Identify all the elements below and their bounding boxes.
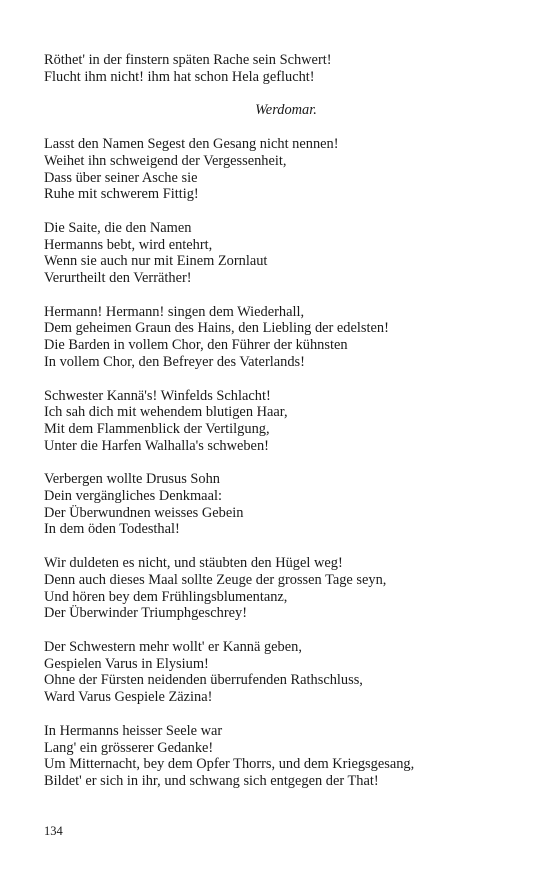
verse-line: Gespielen Varus in Elysium! [44, 655, 209, 672]
verse-line: Verbergen wollte Drusus Sohn [44, 471, 220, 488]
verse-line: Wenn sie auch nur mit Einem Zornlaut [44, 253, 268, 270]
verse-line: Wir duldeten es nicht, und stäubten den Hügel weg! [44, 555, 343, 572]
verse-line: Denn auch dieses Maal sollte Zeuge der grossen Tage seyn, [44, 571, 387, 588]
verse-line: Der Schwestern mehr wollt' er Kannä geben, [44, 638, 302, 655]
verse-line: In vollem Chor, den Befreyer des Vaterlands! [44, 353, 305, 370]
stanza-5 [44, 471, 514, 538]
stanza-7 [44, 639, 514, 706]
verse-line: Mit dem Flammenblick der Vertilgung, [44, 420, 270, 437]
verse-line: Dass über seiner Asche sie [44, 169, 198, 186]
verse-line: In dem öden Todesthal! [44, 521, 180, 538]
stanza-6 [44, 555, 514, 622]
verse-line: Hermanns bebt, wird entehrt, [44, 236, 213, 253]
page-number: 134 [44, 824, 63, 838]
verse-line: Verurtheilt den Verräther! [44, 270, 192, 287]
stanza-1 [44, 136, 514, 203]
stanza-2 [44, 220, 514, 287]
verse-line: Der Überwinder Triumphgeschrey! [44, 605, 248, 622]
stanza-opening [44, 52, 514, 85]
verse-line: Lasst den Namen Segest den Gesang nicht nennen! [44, 136, 339, 153]
verse-line: In Hermanns heisser Seele war [44, 722, 223, 739]
stanza-4 [44, 388, 514, 455]
verse-line: Schwester Kannä's! Winfelds Schlacht! [44, 387, 271, 404]
stanza-8 [44, 723, 514, 790]
stanza-3 [44, 304, 514, 371]
verse-line: Ruhe mit schwerem Fittig! [44, 186, 199, 203]
verse-line: Um Mitternacht, bey dem Opfer Thorrs, und dem Kriegsgesang, [44, 756, 415, 773]
verse-line: Ohne der Fürsten neidenden überrufenden Rathschluss, [44, 672, 363, 689]
verse-line: Ward Varus Gespiele Zäzina! [44, 689, 213, 706]
verse-line: Bildet' er sich in ihr, und schwang sich entgegen der That! [44, 772, 379, 789]
verse-line: Unter die Harfen Walhalla's schweben! [44, 437, 269, 454]
verse-line: Dem geheimen Graun des Hains, den Liebling der edelsten! [44, 320, 389, 337]
verse-line: Röthet' in der finstern späten Rache sein Schwert! [44, 52, 332, 68]
page-body [44, 52, 514, 807]
verse-line: Ich sah dich mit wehendem blutigen Haar, [44, 404, 288, 421]
verse-line: Dein vergängliches Denkmaal: [44, 488, 222, 505]
verse-line: Der Überwundnen weisses Gebein [44, 504, 244, 521]
verse-line: Und hören bey dem Frühlingsblumentanz, [44, 588, 288, 605]
verse-line: Lang' ein grösserer Gedanke! [44, 739, 214, 756]
verse-line: Flucht ihm nicht! ihm hat schon Hela geflucht! [44, 68, 315, 85]
verse-line: Die Saite, die den Namen [44, 219, 192, 236]
speaker-name: Werdomar. [255, 102, 317, 119]
verse-line: Die Barden in vollem Chor, den Führer der kühnsten [44, 337, 348, 354]
verse-line: Hermann! Hermann! singen dem Wiederhall, [44, 303, 305, 320]
verse-line: Weihet ihn schweigend der Vergessenheit, [44, 152, 287, 169]
